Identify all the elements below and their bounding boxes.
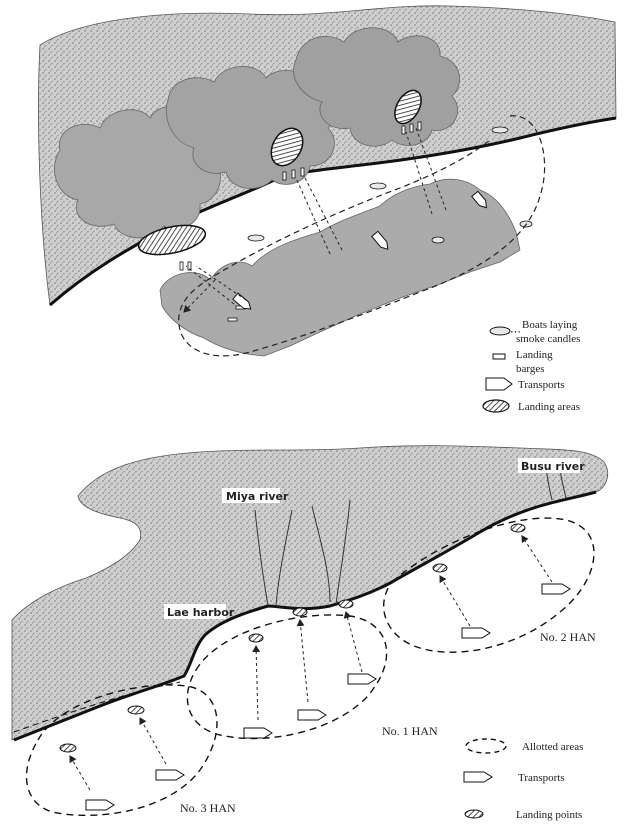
bottom-map (12, 446, 608, 821)
legend-transports-top: Transports (518, 379, 565, 391)
transport-legend-icon (486, 378, 512, 390)
landing-area-legend-icon (483, 400, 509, 412)
busu-river-label: Busu river (521, 460, 585, 473)
top-map (38, 6, 616, 413)
legend-barges-line2: barges (516, 363, 545, 375)
han-1-label: No. 1 HAN (382, 724, 438, 738)
han-3-label: No. 3 HAN (180, 801, 236, 815)
barge-legend-icon (493, 354, 505, 359)
legend-smoke-boats-line2: smoke candles (516, 333, 581, 345)
smoke-boat-legend-icon (490, 327, 510, 335)
legend-landing-points: Landing points (516, 809, 583, 821)
allotted-area-legend-icon (466, 739, 506, 753)
legend-leader-1: ⋯ (510, 326, 521, 338)
legend-landing-areas: Landing areas (518, 401, 580, 413)
legend-barges-line1: Landing (516, 349, 553, 361)
legend-bottom (464, 739, 583, 821)
legend-top (483, 319, 580, 413)
legend-transports-bottom: Transports (518, 772, 565, 784)
legend-allotted-areas: Allotted areas (522, 741, 584, 753)
lae-harbor-label: Lae harbor (167, 606, 235, 619)
miya-river-label: Miya river (226, 490, 289, 503)
transport-legend-icon-bottom (464, 772, 492, 782)
landing-point-legend-icon (465, 810, 483, 818)
han-2-label: No. 2 HAN (540, 630, 596, 644)
legend-smoke-boats-line1: Boats laying (522, 319, 578, 331)
